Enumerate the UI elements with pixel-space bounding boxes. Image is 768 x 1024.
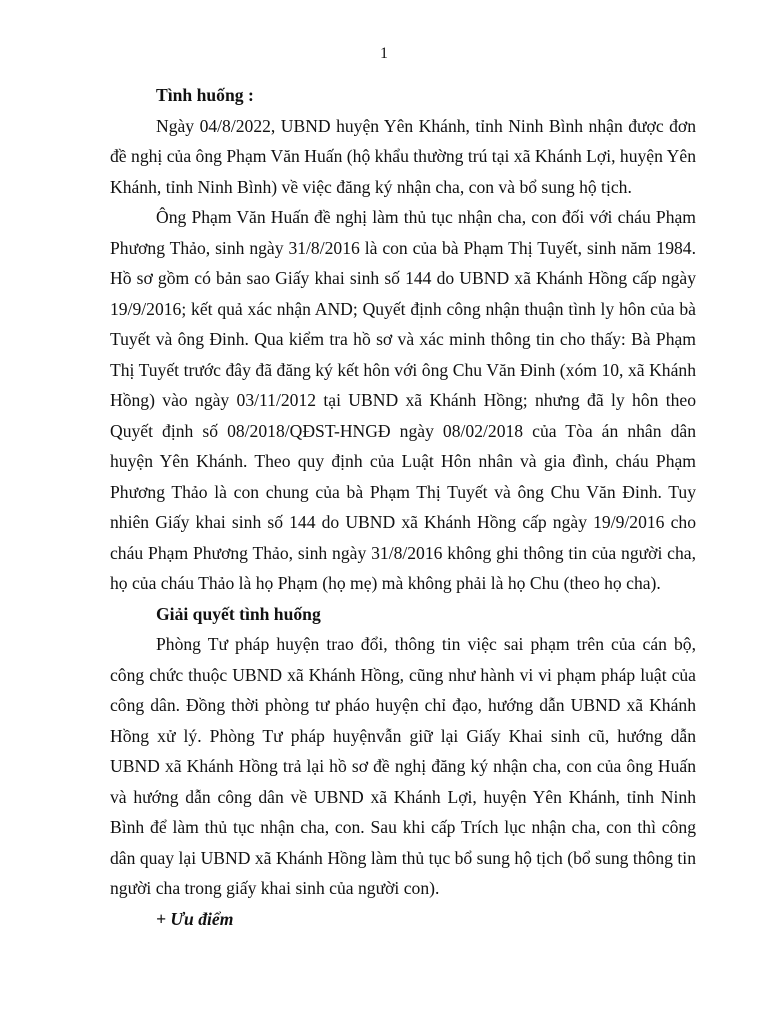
situation-heading: Tình huống :	[156, 85, 254, 105]
page-number: 1	[380, 45, 388, 62]
document-body	[110, 80, 696, 934]
situation-paragraph-1: Ngày 04/8/2022, UBND huyện Yên Khánh, tỉnh Ninh Bình nhận được đơn đề nghị của ông Phạm Văn Huấn (hộ khẩu thường trú tại xã Khánh Lợi, huyện Yên Khánh, tỉnh Ninh Bình) về việc đăng ký nhận cha, con và bổ sung hộ tịch.	[110, 115, 696, 197]
resolution-paragraph: Phòng Tư pháp huyện trao đổi, thông tin việc sai phạm trên của cán bộ, công chức thuộc UBND xã Khánh Hồng, cũng như hành vi vi phạm pháp luật của công dân. Đồng thời phòng tư pháo huyện chỉ đạo, hướng dẫn UBND xã Khánh Hồng xử lý. Phòng Tư pháp huyệnvẫn giữ lại Giấy Khai sinh cũ, hướng dẫn UBND xã Khánh Hồng trả lại hồ sơ đề nghị đăng ký nhận cha, con của ông Huấn và hướng dẫn công dân về UBND xã Khánh Lợi, huyện Yên Khánh, tỉnh Ninh Bình để làm thủ tục nhận cha, con. Sau khi cấp Trích lục nhận cha, con thì công dân quay lại UBND xã Khánh Hồng làm thủ tục bổ sung hộ tịch (bổ sung thông tin người cha trong giấy khai sinh của người con).	[110, 634, 696, 898]
advantages-heading: + Ưu điểm	[156, 908, 234, 929]
situation-paragraph-2: Ông Phạm Văn Huấn đề nghị làm thủ tục nhận cha, con đối với cháu Phạm Phương Thảo, sinh ngày 31/8/2016 là con của bà Phạm Thị Tuyết, sinh năm 1984. Hồ sơ gồm có bản sao Giấy khai sinh số 144 do UBND xã Khánh Hồng cấp ngày 19/9/2016; kết quả xác nhận AND; Quyết định công nhận thuận tình ly hôn của bà Tuyết và ông Đinh. Qua kiểm tra hồ sơ và xác minh thông tin cho thấy: Bà Phạm Thị Tuyết trước đây đã đăng ký kết hôn với ông Chu Văn Đinh (xóm 10, xã Khánh Hồng) vào ngày 03/11/2012 tại UBND xã Khánh Hồng; nhưng đã ly hôn theo Quyết định số 08/2018/QĐST-HNGĐ ngày 08/02/2018 của Tòa án nhân dân huyện Yên Khánh. Theo quy định của Luật Hôn nhân và gia đình, cháu Phạm Phương Thảo là con chung của bà Phạm Thị Tuyết và ông Chu Văn Đinh. Tuy nhiên Giấy khai sinh số 144 do UBND xã Khánh Hồng cấp ngày 19/9/2016 cho cháu Phạm Phương Thảo, sinh ngày 31/8/2016 không ghi thông tin của người cha, họ của cháu Thảo là họ Phạm (họ mẹ) mà không phải là họ Chu (theo họ cha).	[110, 207, 696, 593]
resolution-heading: Giải quyết tình huống	[156, 603, 321, 624]
